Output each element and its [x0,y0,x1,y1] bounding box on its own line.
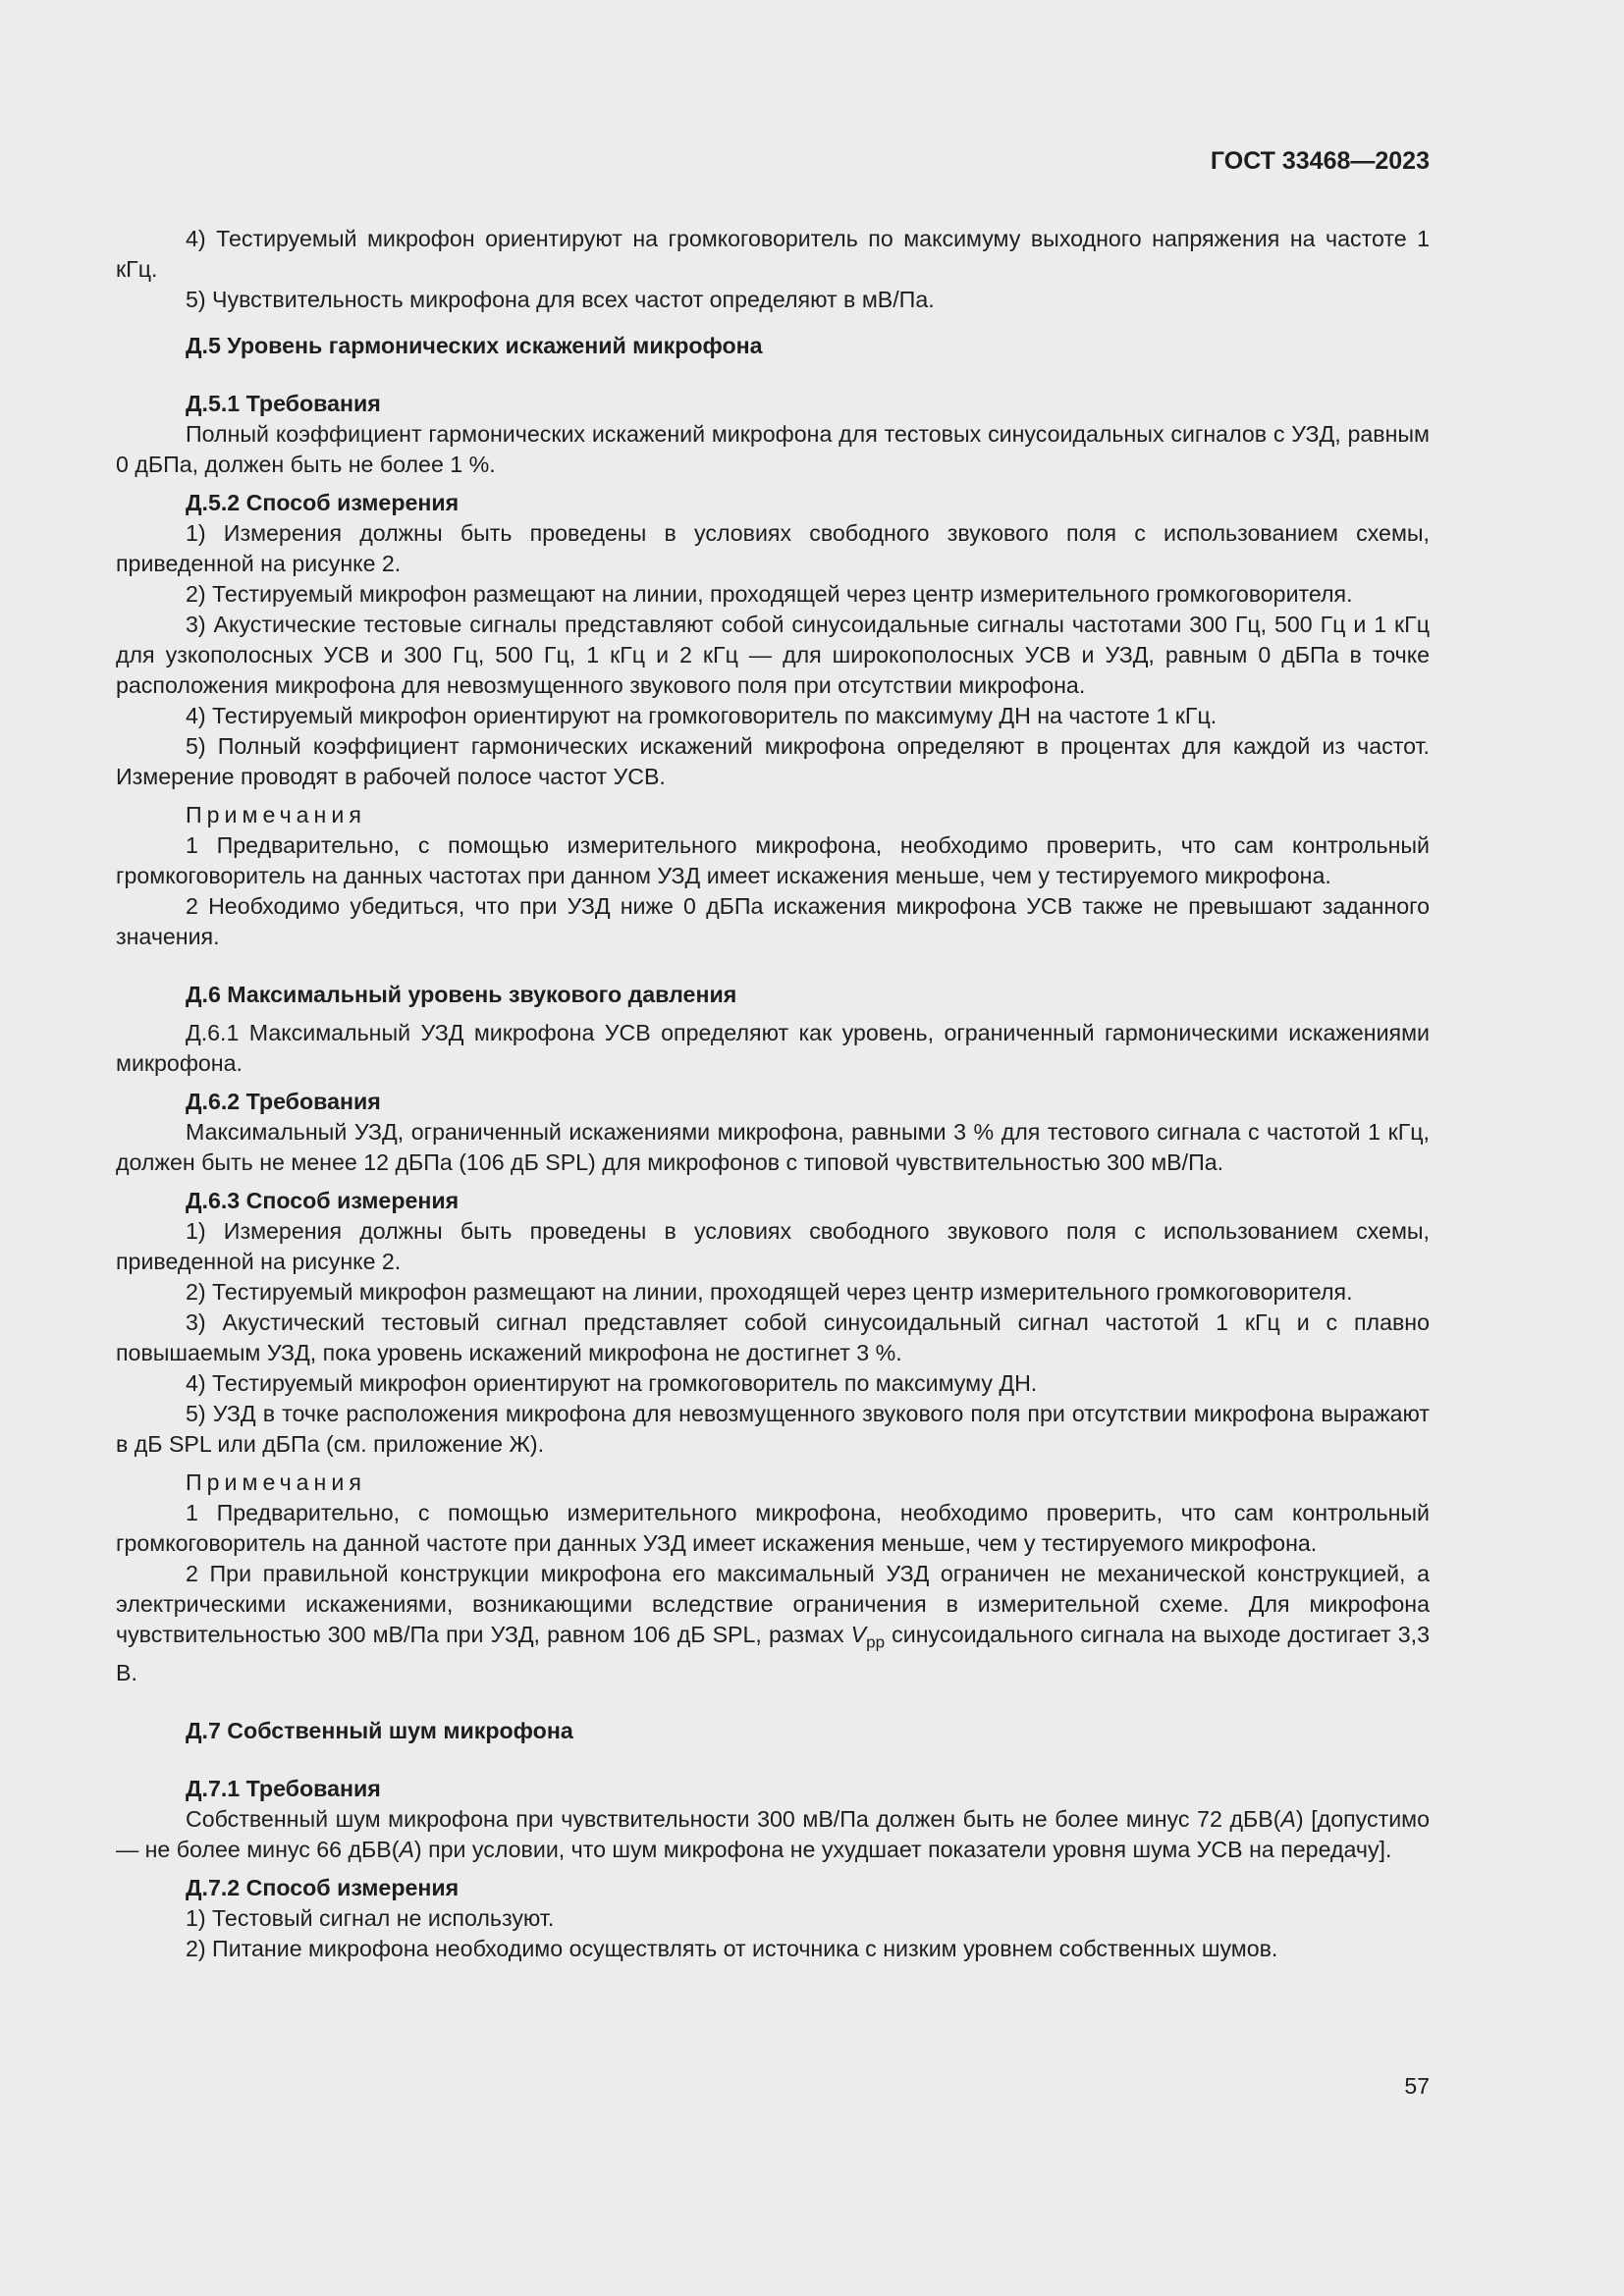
paragraph: Собственный шум микрофона при чувствительности 300 мВ/Па должен быть не более минус 72 дБВ(A) [допустимо — не более минус 66 дБВ(A) при условии, что шум микрофона не ухудшает показатели уровня шума УСВ на передачу]. [116,1805,1430,1862]
section-heading-d7: Д.7 Собственный шум микрофона [186,1717,573,1743]
standard-header: ГОСТ 33468—2023 [1210,147,1430,175]
list-item: 5) УЗД в точке расположения микрофона для невозмущенного звукового поля при отсутствии микрофона выражают в дБ SPL или дБПа (см. приложение Ж). [116,1401,1430,1457]
page-content [116,224,1430,1964]
paragraph: Максимальный УЗД, ограниченный искажениями микрофона, равными 3 % для тестового сигнала с частотой 1 кГц, должен быть не менее 12 дБПа (106 дБ SPL) для микрофонов с типовой чувствительностью 300 мВ/Па. [116,1119,1430,1175]
list-item: 3) Акустические тестовые сигналы представляют собой синусоидальные сигналы частотами 300 Гц, 500 Гц и 1 кГц для узкополосных УСВ и 300 Гц, 500 Гц, 1 кГц и 2 кГц — для широкополосных УСВ и УЗД, равным 0 дБПа в точке расположения микрофона для невозмущенного звукового поля при отсутствии микрофона. [116,612,1430,698]
list-item: 1) Измерения должны быть проведены в условиях свободного звукового поля с использованием схемы, приведенной на рисунке 2. [116,1218,1430,1274]
note: 2 При правильной конструкции микрофона его максимальный УЗД ограничен не механической конструкцией, а электрическими искажениями, возникающими вследствие ограничения в измерительной схеме. Для микрофона чувствительностью 300 мВ/Па при УЗД, равном 106 дБ SPL, размах $V_{pp}$ синусоидального сигнала на выходе достигает 3,3 В. [116,1561,1431,1685]
subsection-heading-d62: Д.6.2 Требования [186,1089,381,1114]
page-number: 57 [1404,2073,1430,2099]
list-item: 3) Акустический тестовый сигнал представляет собой синусоидальный сигнал частотой 1 кГц и с плавно повышаемым УЗД, пока уровень искажений микрофона не достигнет 3 %. [116,1309,1430,1365]
list-item: 4) Тестируемый микрофон ориентируют на громкоговоритель по максимуму ДН на частоте 1 кГц. [186,703,1218,728]
list-item: 2) Тестируемый микрофон размещают на линии, проходящей через центр измерительного громкоговорителя. [186,1279,1353,1305]
paragraph: Полный коэффициент гармонических искажений микрофона для тестовых синусоидальных сигналов с УЗД, равным 0 дБПа, должен быть не более 1 %. [116,421,1430,477]
subsection-heading-d52: Д.5.2 Способ измерения [186,490,460,515]
list-item: 1) Измерения должны быть проведены в условиях свободного звукового поля с использованием схемы, приведенной на рисунке 2. [116,520,1430,576]
section-heading-d5: Д.5 Уровень гармонических искажений микрофона [186,333,763,358]
notes-label: Примечания [186,802,366,828]
subsection-heading-d72: Д.7.2 Способ измерения [186,1874,460,1900]
section-heading-d6: Д.6 Максимальный уровень звукового давления [186,982,737,1007]
list-item: 2) Тестируемый микрофон размещают на линии, проходящей через центр измерительного громкоговорителя. [186,581,1353,607]
paragraph: 4) Тестируемый микрофон ориентируют на громкоговоритель по максимуму выходного напряжения на частоте 1 кГц. [116,226,1430,282]
note: 2 Необходимо убедиться, что при УЗД ниже 0 дБПа искажения микрофона УСВ также не превышают заданного значения. [116,893,1430,949]
list-item: 2) Питание микрофона необходимо осуществлять от источника с низким уровнем собственных шумов. [186,1935,1278,1961]
subsection-heading-d51: Д.5.1 Требования [186,391,381,416]
paragraph: 5) Чувствительность микрофона для всех частот определяют в мВ/Па. [186,287,935,312]
paragraph: Д.6.1 Максимальный УЗД микрофона УСВ определяют как уровень, ограниченный гармоническими искажениями микрофона. [116,1020,1430,1076]
subsection-heading-d71: Д.7.1 Требования [186,1775,381,1801]
subsection-heading-d63: Д.6.3 Способ измерения [186,1188,460,1213]
list-item: 5) Полный коэффициент гармонических искажений микрофона определяют в процентах для каждой из частот. Измерение проводят в рабочей полосе частот УСВ. [116,733,1430,789]
note: 1 Предварительно, с помощью измерительного микрофона, необходимо проверить, что сам контрольный громкоговоритель на данной частоте при данных УЗД имеет искажения меньше, чем у тестируемого микрофона. [116,1500,1430,1556]
notes-label: Примечания [186,1469,366,1495]
list-item: 1) Тестовый сигнал не используют. [186,1904,555,1931]
list-item: 4) Тестируемый микрофон ориентируют на громкоговоритель по максимуму ДН. [186,1370,1038,1396]
note: 1 Предварительно, с помощью измерительного микрофона, необходимо проверить, что сам контрольный громкоговоритель на данных частотах при данном УЗД имеет искажения меньше, чем у тестируемого микрофона. [116,832,1430,888]
